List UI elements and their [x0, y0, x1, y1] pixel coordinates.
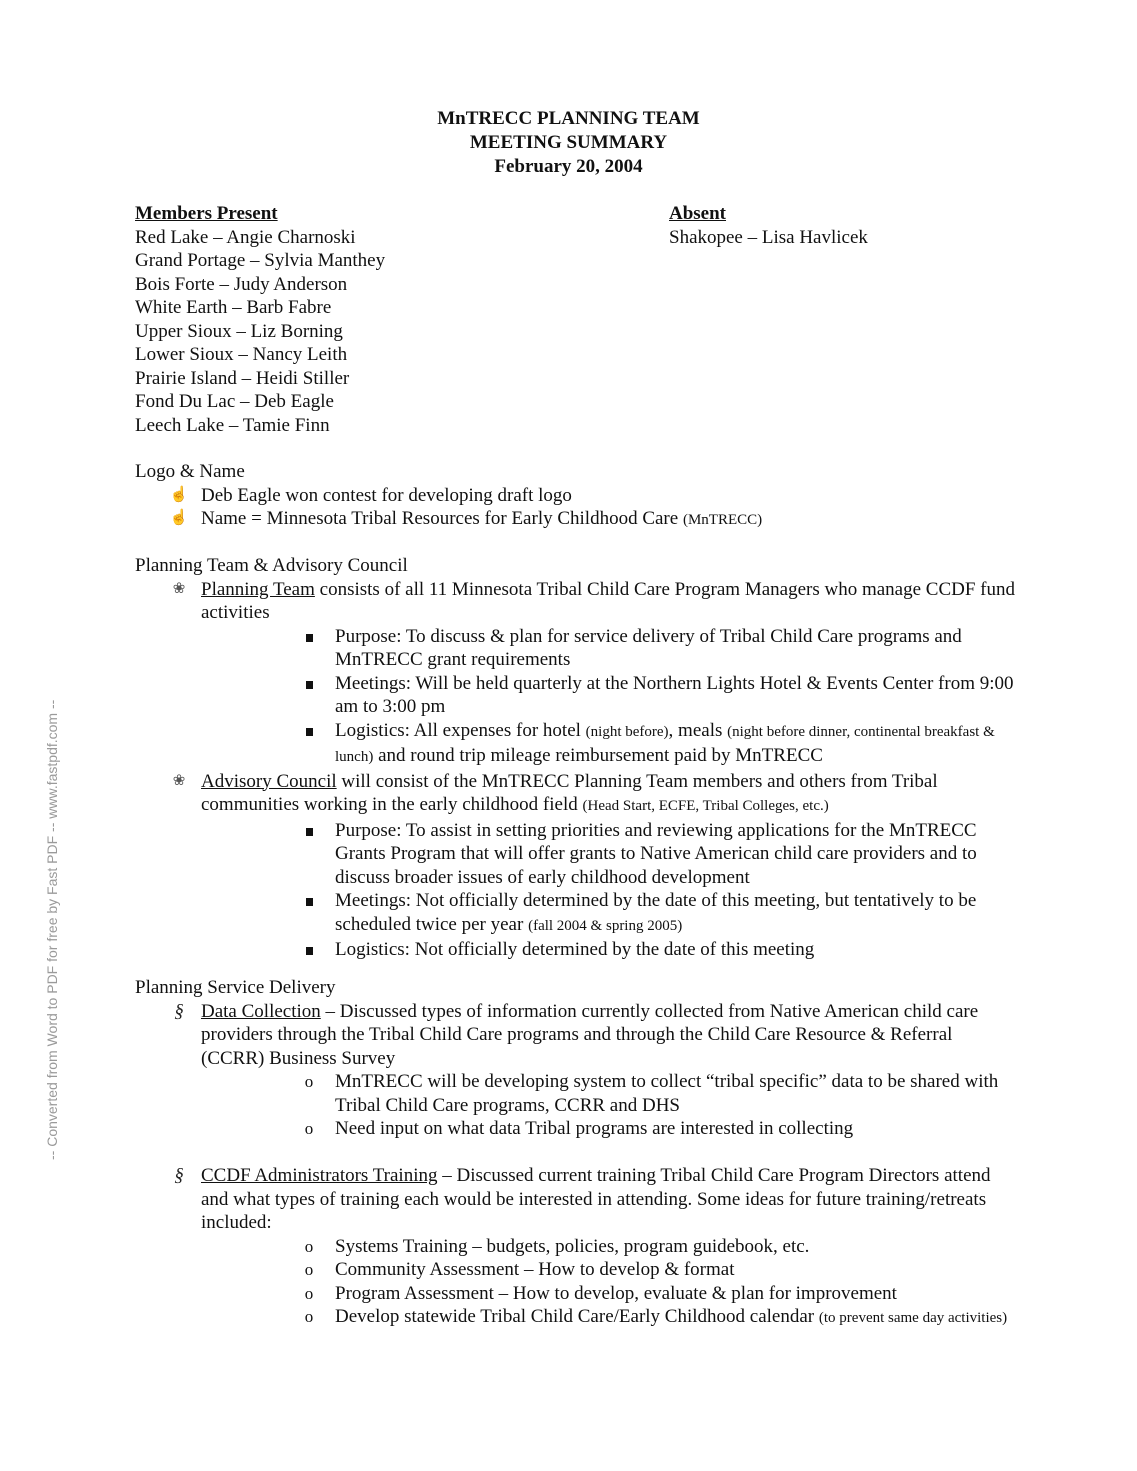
- service-delivery-heading: Planning Service Delivery: [135, 977, 336, 998]
- absent-list: [669, 202, 868, 249]
- members-present-heading: Members Present: [135, 203, 278, 224]
- sub-item: Purpose: To discuss & plan for service delivery of Tribal Child Care programs and MnTRECC grant requirements: [135, 625, 1015, 672]
- sub-item: o Need input on what data Tribal programs are interested in collecting: [135, 1117, 1015, 1141]
- members-present-list: [135, 202, 385, 437]
- logo-name-heading: Logo & Name: [135, 461, 245, 482]
- sub-item: Logistics: Not officially determined by the date of this meeting: [135, 938, 1015, 962]
- title-line-1: MnTRECC PLANNING TEAM: [437, 108, 700, 129]
- list-item: ☝ Name = Minnesota Tribal Resources for Early Childhood Care (MnTRECC): [169, 508, 763, 529]
- document-title: [0, 107, 1137, 179]
- circle-bullet-icon: o: [304, 1072, 314, 1091]
- flower-icon: ❀: [172, 580, 186, 597]
- member-item: Red Lake – Angie Charnoski: [135, 226, 356, 248]
- absent-heading: Absent: [669, 203, 727, 224]
- member-item: Lower Sioux – Nancy Leith: [135, 344, 348, 365]
- circle-bullet-icon: o: [304, 1236, 314, 1256]
- logo-name-section: [135, 460, 1015, 533]
- sub-item: o Systems Training – budgets, policies, program guidebook, etc.: [135, 1235, 1015, 1259]
- circle-bullet-icon: o: [304, 1119, 314, 1138]
- square-bullet-icon: [301, 719, 317, 743]
- square-bullet-icon: [301, 889, 317, 913]
- absent-item: Shakopee – Lisa Havlicek: [669, 226, 868, 248]
- sub-item: Logistics: All expenses for hotel (night before), meals (night before dinner, continental breakfast & lunch) and round trip mileage reimbursement paid by MnTRECC: [135, 719, 1015, 770]
- pointing-hand-icon: ☝: [169, 510, 189, 526]
- square-bullet-icon: [301, 938, 317, 962]
- sub-item: o Program Assessment – How to develop, evaluate & plan for improvement: [135, 1282, 1015, 1306]
- section-sign-icon: §: [174, 1165, 184, 1186]
- square-bullet-icon: [301, 819, 317, 843]
- sub-item: o Develop statewide Tribal Child Care/Early Childhood calendar (to prevent same day activities): [135, 1305, 1015, 1331]
- planning-team-item: ❀ Planning Team consists of all 11 Minnesota Tribal Child Care Program Managers who manage CCDF fund activities: [135, 578, 1015, 625]
- converter-watermark: -- Converted from Word to PDF for free by Fast PDF -- www.fastpdf.com --: [44, 699, 60, 1160]
- planning-team-heading: Planning Team & Advisory Council: [135, 555, 408, 576]
- member-item: Prairie Island – Heidi Stiller: [135, 367, 350, 389]
- pointing-hand-icon: ☝: [169, 486, 189, 503]
- circle-bullet-icon: o: [304, 1283, 314, 1303]
- list-item: ☝ Deb Eagle won contest for developing draft logo: [169, 484, 572, 506]
- title-line-2: MEETING SUMMARY: [469, 132, 668, 153]
- sub-item: Purpose: To assist in setting priorities and reviewing applications for the MnTRECC Grants Program that will offer grants to Native American child care providers and to discuss broader issues of early childhood development: [135, 819, 1015, 890]
- member-item: Fond Du Lac – Deb Eagle: [135, 391, 334, 412]
- sub-item: o Community Assessment – How to develop & format: [135, 1258, 1015, 1282]
- sub-item: Meetings: Not officially determined by the date of this meeting, but tentatively to be scheduled twice per year (fall 2004 & spring 2005): [135, 889, 1015, 938]
- member-item: Bois Forte – Judy Anderson: [135, 273, 348, 295]
- circle-bullet-icon: o: [304, 1307, 314, 1326]
- square-bullet-icon: [301, 625, 317, 649]
- circle-bullet-icon: o: [304, 1260, 314, 1279]
- advisory-council-item: ❀ Advisory Council will consist of the MnTRECC Planning Team members and others from Tribal communities working in the early childhood field (Head Start, ECFE, Tribal Colleges, etc.): [135, 770, 1015, 819]
- sub-item: o MnTRECC will be developing system to collect “tribal specific” data to be shared with Tribal Child Care programs, CCRR and DHS: [135, 1070, 1015, 1117]
- member-item: Leech Lake – Tamie Finn: [135, 414, 330, 436]
- flower-icon: ❀: [172, 772, 186, 789]
- service-delivery-section: [135, 976, 1015, 1331]
- member-item: Upper Sioux – Liz Borning: [135, 320, 343, 342]
- sub-item: Meetings: Will be held quarterly at the Northern Lights Hotel & Events Center from 9:00 am to 3:00 pm: [135, 672, 1015, 719]
- section-sign-icon: §: [174, 1000, 184, 1022]
- planning-team-section: [135, 554, 1015, 962]
- member-item: Grand Portage – Sylvia Manthey: [135, 250, 386, 271]
- member-item: White Earth – Barb Fabre: [135, 297, 332, 318]
- title-line-3-date: February 20, 2004: [494, 156, 643, 177]
- training-item: § CCDF Administrators Training – Discussed current training Tribal Child Care Program Directors attend and what types of training each would be interested in attending. Some ideas for future training/retreats included:: [135, 1164, 1015, 1235]
- data-collection-item: § Data Collection – Discussed types of information currently collected from Native American child care providers through the Tribal Child Care programs and through the Child Care Resource & Referral (CCRR) Business Survey: [135, 1000, 1015, 1071]
- square-bullet-icon: [301, 672, 317, 696]
